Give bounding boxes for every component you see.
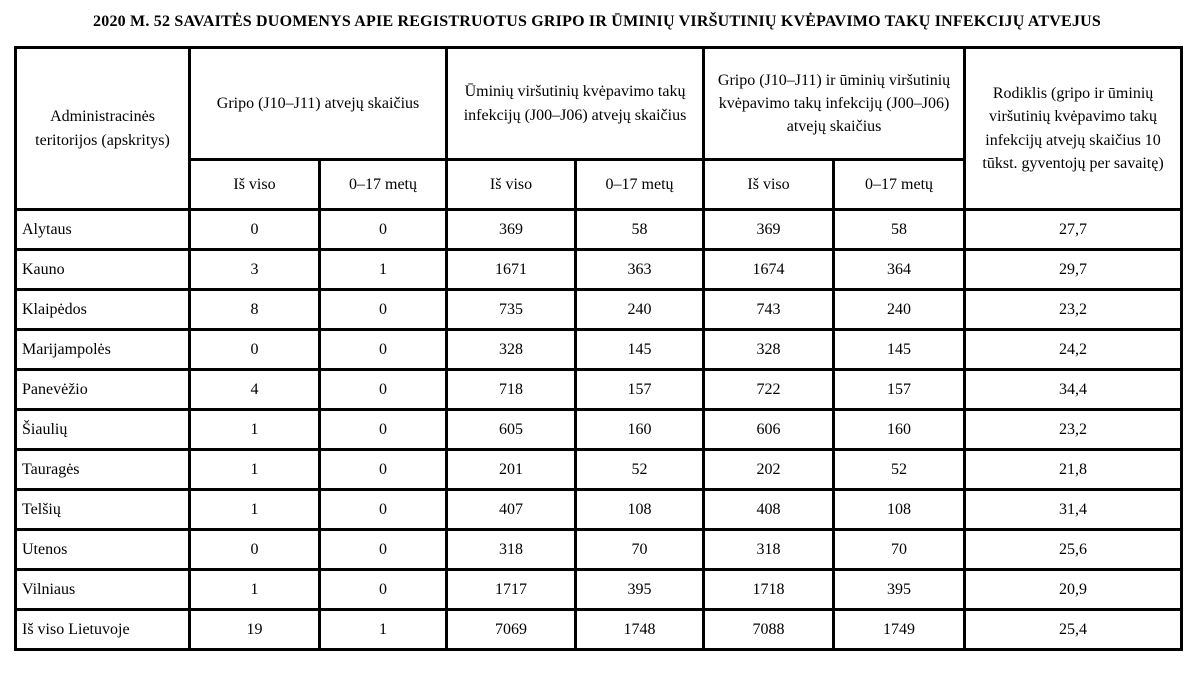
value-cell: 29,7 (965, 250, 1182, 290)
value-cell: 1674 (704, 250, 834, 290)
column-group-urti-cases: Ūminių viršutinių kvėpavimo takų infekcijų (J00–J06) atvejų skaičius (447, 48, 704, 160)
territory-cell: Tauragės (16, 450, 190, 490)
value-cell: 395 (576, 570, 704, 610)
value-cell: 1671 (447, 250, 576, 290)
table-row (16, 410, 1182, 450)
value-cell: 1749 (834, 610, 965, 650)
value-cell: 31,4 (965, 490, 1182, 530)
value-cell: 1 (320, 250, 447, 290)
value-cell: 240 (834, 290, 965, 330)
value-cell: 0 (320, 530, 447, 570)
value-cell: 0 (190, 530, 320, 570)
value-cell: 0 (320, 450, 447, 490)
table-row (16, 490, 1182, 530)
value-cell: 1 (190, 410, 320, 450)
column-group-flu-cases: Gripo (J10–J11) atvejų skaičius (190, 48, 447, 160)
table-row (16, 570, 1182, 610)
value-cell: 1 (320, 610, 447, 650)
value-cell: 52 (834, 450, 965, 490)
value-cell: 364 (834, 250, 965, 290)
value-cell: 0 (320, 210, 447, 250)
value-cell: 743 (704, 290, 834, 330)
value-cell: 145 (834, 330, 965, 370)
value-cell: 0 (320, 370, 447, 410)
value-cell: 20,9 (965, 570, 1182, 610)
value-cell: 3 (190, 250, 320, 290)
value-cell: 328 (447, 330, 576, 370)
value-cell: 1717 (447, 570, 576, 610)
territory-cell: Šiaulių (16, 410, 190, 450)
value-cell: 160 (834, 410, 965, 450)
value-cell: 0 (320, 490, 447, 530)
column-header-admin-territory: Administracinės teritorijos (apskritys) (16, 48, 190, 210)
territory-cell: Alytaus (16, 210, 190, 250)
value-cell: 1 (190, 490, 320, 530)
value-cell: 240 (576, 290, 704, 330)
value-cell: 108 (834, 490, 965, 530)
column-header-rate: Rodiklis (gripo ir ūminių viršutinių kvėpavimo takų infekcijų atvejų skaičius 10 tūkst. gyventojų per savaitę) (965, 48, 1182, 210)
value-cell: 201 (447, 450, 576, 490)
value-cell: 23,2 (965, 410, 1182, 450)
territory-cell: Kauno (16, 250, 190, 290)
value-cell: 0 (320, 330, 447, 370)
table-row (16, 530, 1182, 570)
column-group-flu-and-urti-cases: Gripo (J10–J11) ir ūminių viršutinių kvėpavimo takų infekcijų (J00–J06) atvejų skaičius (704, 48, 965, 160)
table-row (16, 370, 1182, 410)
value-cell: 605 (447, 410, 576, 450)
value-cell: 24,2 (965, 330, 1182, 370)
table-header (16, 48, 1182, 210)
value-cell: 318 (447, 530, 576, 570)
value-cell: 0 (190, 210, 320, 250)
value-cell: 1718 (704, 570, 834, 610)
value-cell: 145 (576, 330, 704, 370)
value-cell: 70 (834, 530, 965, 570)
value-cell: 157 (576, 370, 704, 410)
table-row (16, 210, 1182, 250)
subheader-urti-0-17: 0–17 metų (576, 160, 704, 210)
table-row (16, 450, 1182, 490)
territory-cell: Marijampolės (16, 330, 190, 370)
territory-cell: Telšių (16, 490, 190, 530)
subheader-flu-0-17: 0–17 metų (320, 160, 447, 210)
subheader-flu-total: Iš viso (190, 160, 320, 210)
value-cell: 34,4 (965, 370, 1182, 410)
value-cell: 157 (834, 370, 965, 410)
value-cell: 23,2 (965, 290, 1182, 330)
value-cell: 25,6 (965, 530, 1182, 570)
value-cell: 202 (704, 450, 834, 490)
value-cell: 4 (190, 370, 320, 410)
subheader-flu-urti-0-17: 0–17 metų (834, 160, 965, 210)
value-cell: 369 (447, 210, 576, 250)
value-cell: 21,8 (965, 450, 1182, 490)
value-cell: 0 (320, 290, 447, 330)
value-cell: 8 (190, 290, 320, 330)
value-cell: 318 (704, 530, 834, 570)
value-cell: 735 (447, 290, 576, 330)
value-cell: 606 (704, 410, 834, 450)
value-cell: 7069 (447, 610, 576, 650)
value-cell: 1 (190, 570, 320, 610)
value-cell: 58 (576, 210, 704, 250)
value-cell: 369 (704, 210, 834, 250)
value-cell: 25,4 (965, 610, 1182, 650)
value-cell: 19 (190, 610, 320, 650)
territory-cell: Utenos (16, 530, 190, 570)
subheader-urti-total: Iš viso (447, 160, 576, 210)
value-cell: 0 (190, 330, 320, 370)
value-cell: 27,7 (965, 210, 1182, 250)
value-cell: 408 (704, 490, 834, 530)
value-cell: 52 (576, 450, 704, 490)
value-cell: 108 (576, 490, 704, 530)
territory-cell: Panevėžio (16, 370, 190, 410)
statistics-table (14, 46, 1183, 651)
table-row (16, 610, 1182, 650)
table-row (16, 250, 1182, 290)
territory-cell: Klaipėdos (16, 290, 190, 330)
value-cell: 363 (576, 250, 704, 290)
territory-cell: Iš viso Lietuvoje (16, 610, 190, 650)
value-cell: 328 (704, 330, 834, 370)
table-body (16, 210, 1182, 650)
territory-cell: Vilniaus (16, 570, 190, 610)
value-cell: 407 (447, 490, 576, 530)
page-title: 2020 M. 52 SAVAITĖS DUOMENYS APIE REGISTRUOTUS GRIPO IR ŪMINIŲ VIRŠUTINIŲ KVĖPAVIMO TAKŲ INFEKCIJŲ ATVEJUS (93, 13, 1101, 30)
table-row (16, 330, 1182, 370)
value-cell: 1748 (576, 610, 704, 650)
value-cell: 718 (447, 370, 576, 410)
value-cell: 722 (704, 370, 834, 410)
value-cell: 58 (834, 210, 965, 250)
value-cell: 1 (190, 450, 320, 490)
header-group-row (16, 48, 1182, 160)
value-cell: 0 (320, 570, 447, 610)
value-cell: 160 (576, 410, 704, 450)
table-row (16, 290, 1182, 330)
value-cell: 0 (320, 410, 447, 450)
value-cell: 70 (576, 530, 704, 570)
subheader-flu-urti-total: Iš viso (704, 160, 834, 210)
value-cell: 7088 (704, 610, 834, 650)
value-cell: 395 (834, 570, 965, 610)
